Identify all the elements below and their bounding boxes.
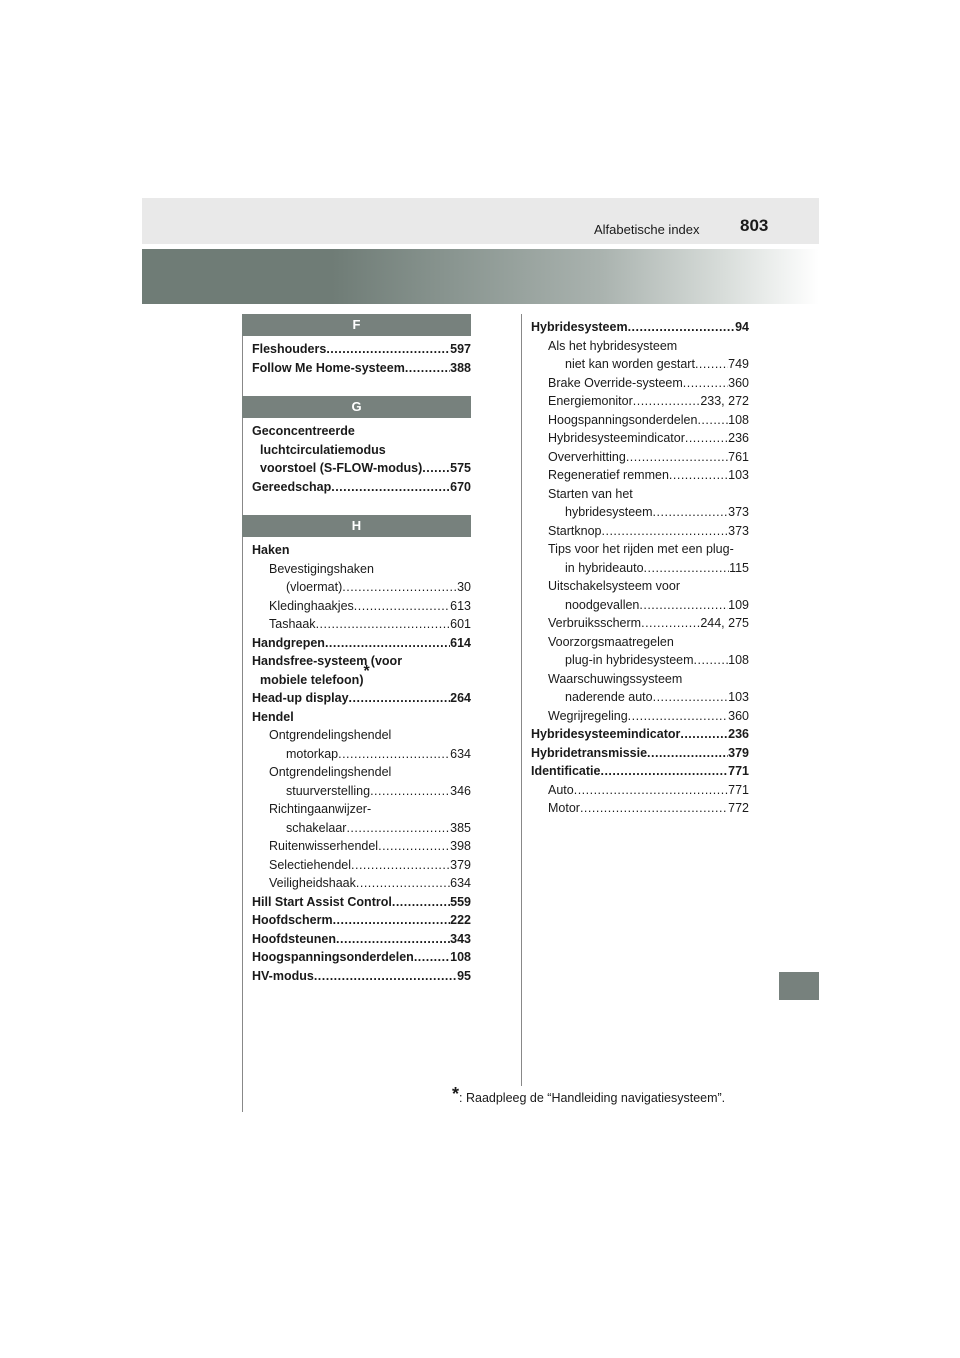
index-entry[interactable]: Geconcentreerde (252, 424, 355, 438)
index-subentry[interactable]: Oververhitting ..... 761 (531, 448, 749, 467)
footnote-marker: * (452, 1084, 460, 1104)
index-entry[interactable]: HV-modus ..... 95 (252, 967, 471, 986)
index-subentry[interactable]: plug-in hybridesysteem ..... 108 (531, 651, 749, 670)
index-column-right (531, 318, 749, 818)
index-subentry[interactable]: Wegrijregeling ..... 360 (531, 707, 749, 726)
index-subentry: Richtingaanwijzer- (269, 802, 372, 816)
header-bar (142, 198, 819, 244)
index-entry[interactable]: Gereedschap ..... 670 (252, 478, 471, 497)
index-entry: Haken (252, 543, 290, 557)
index-entry[interactable]: Hoofdsteunen ..... 343 (252, 930, 471, 949)
index-subentry[interactable]: motorkap ..... 634 (252, 745, 471, 764)
index-subentry: Waarschuwingssysteem (548, 671, 683, 686)
header-banner (142, 249, 819, 304)
index-subentry: Ontgrendelingshendel (269, 728, 392, 742)
index-entry[interactable]: Hoofdscherm ..... 222 (252, 911, 471, 930)
index-subentry: Ontgrendelingshendel (269, 765, 392, 779)
footnote-text: : Raadpleeg de “Handleiding navigatiesysteem”. (459, 1091, 726, 1105)
chapter-tab (779, 972, 819, 1000)
index-subentry[interactable]: niet kan worden gestart ..... 749 (531, 355, 749, 374)
index-subentry[interactable]: Energiemonitor ..... 233, 272 (531, 392, 749, 411)
index-subentry[interactable]: Tashaak ..... 601 (252, 615, 471, 634)
index-subentry[interactable]: Hybridesysteemindicator ..... 236 (531, 429, 749, 448)
index-subentry: Bevestigingshaken (269, 561, 374, 576)
index-subentry[interactable]: stuurverstelling ..... 346 (252, 782, 471, 801)
index-subentry[interactable]: Ruitenwisserhendel ..... 398 (252, 837, 471, 856)
index-column-g (252, 422, 471, 496)
index-entry[interactable]: Hybridesysteem ..... 94 (531, 318, 749, 337)
index-entry[interactable]: Head-up display ..... 264 (252, 689, 471, 708)
index-column-f (252, 340, 471, 377)
index-subentry: Als het hybridesysteem (548, 338, 678, 353)
index-subentry[interactable]: Kledinghaakjes ..... 613 (252, 597, 471, 616)
index-entry-continuation (252, 663, 471, 690)
left-margin-line (242, 314, 243, 1112)
page-number: 803 (740, 216, 769, 235)
index-subentry[interactable]: Motor ..... 772 (531, 799, 749, 818)
index-subentry[interactable]: schakelaar ..... 385 (252, 819, 471, 838)
index-subentry[interactable]: Regeneratief remmen ..... 103 (531, 466, 749, 485)
handsfree-label: mobiele telefoon) (260, 672, 364, 687)
index-subentry: Tips voor het rijden met een plug- (548, 542, 734, 556)
index-column-h (252, 541, 471, 985)
index-subentry[interactable]: in hybrideauto ..... 115 (531, 559, 749, 578)
index-subentry: Voorzorgsmaatregelen (548, 634, 674, 649)
footnote-marker: * (363, 663, 370, 681)
section-header-f: F (242, 314, 471, 336)
index-entry[interactable]: Follow Me Home-systeem ..... 388 (252, 359, 471, 378)
index-entry[interactable]: Fleshouders ..... 597 (252, 340, 471, 359)
index-subentry[interactable]: (vloermat) ..... 30 (252, 578, 471, 597)
index-subentry[interactable]: Veiligheidshaak ..... 634 (252, 874, 471, 893)
column-divider (521, 314, 522, 1086)
index-subentry[interactable]: Selectiehendel ..... 379 (252, 856, 471, 875)
index-entry[interactable]: Identificatie ..... 771 (531, 762, 749, 781)
index-entry-continuation: luchtcirculatiemodus (260, 442, 386, 457)
index-entry[interactable]: Handgrepen ..... 614 (252, 634, 471, 653)
index-entry: Hendel (252, 709, 294, 724)
index-subentry[interactable]: Auto ..... 771 (531, 781, 749, 800)
index-entry[interactable]: Hill Start Assist Control ..... 559 (252, 893, 471, 912)
index-subentry[interactable]: Startknop ..... 373 (531, 522, 749, 541)
index-subentry: Starten van het (548, 486, 633, 501)
index-subentry[interactable]: Verbruiksscherm ..... 244, 275 (531, 614, 749, 633)
index-subentry[interactable]: Brake Override-systeem ..... 360 (531, 374, 749, 393)
page-title: Alfabetische index (594, 222, 700, 237)
index-subentry: Uitschakelsysteem voor (548, 579, 680, 593)
index-entry[interactable]: Hybridesysteemindicator ..... 236 (531, 725, 749, 744)
footnote (452, 1086, 725, 1107)
index-entry[interactable]: Handsfree-systeem (voor (252, 654, 403, 668)
index-entry[interactable]: Hybridetransmissie ..... 379 (531, 744, 749, 763)
index-subentry[interactable]: noodgevallen ..... 109 (531, 596, 749, 615)
index-subentry[interactable]: naderende auto ..... 103 (531, 688, 749, 707)
section-header-g: G (242, 396, 471, 418)
index-entry-continuation[interactable]: voorstoel (S-FLOW-modus) ..... 575 (252, 459, 471, 478)
index-subentry[interactable]: hybridesysteem ..... 373 (531, 503, 749, 522)
index-entry[interactable]: Hoogspanningsonderdelen ..... 108 (252, 948, 471, 967)
section-header-h: H (242, 515, 471, 537)
index-subentry[interactable]: Hoogspanningsonderdelen ..... 108 (531, 411, 749, 430)
